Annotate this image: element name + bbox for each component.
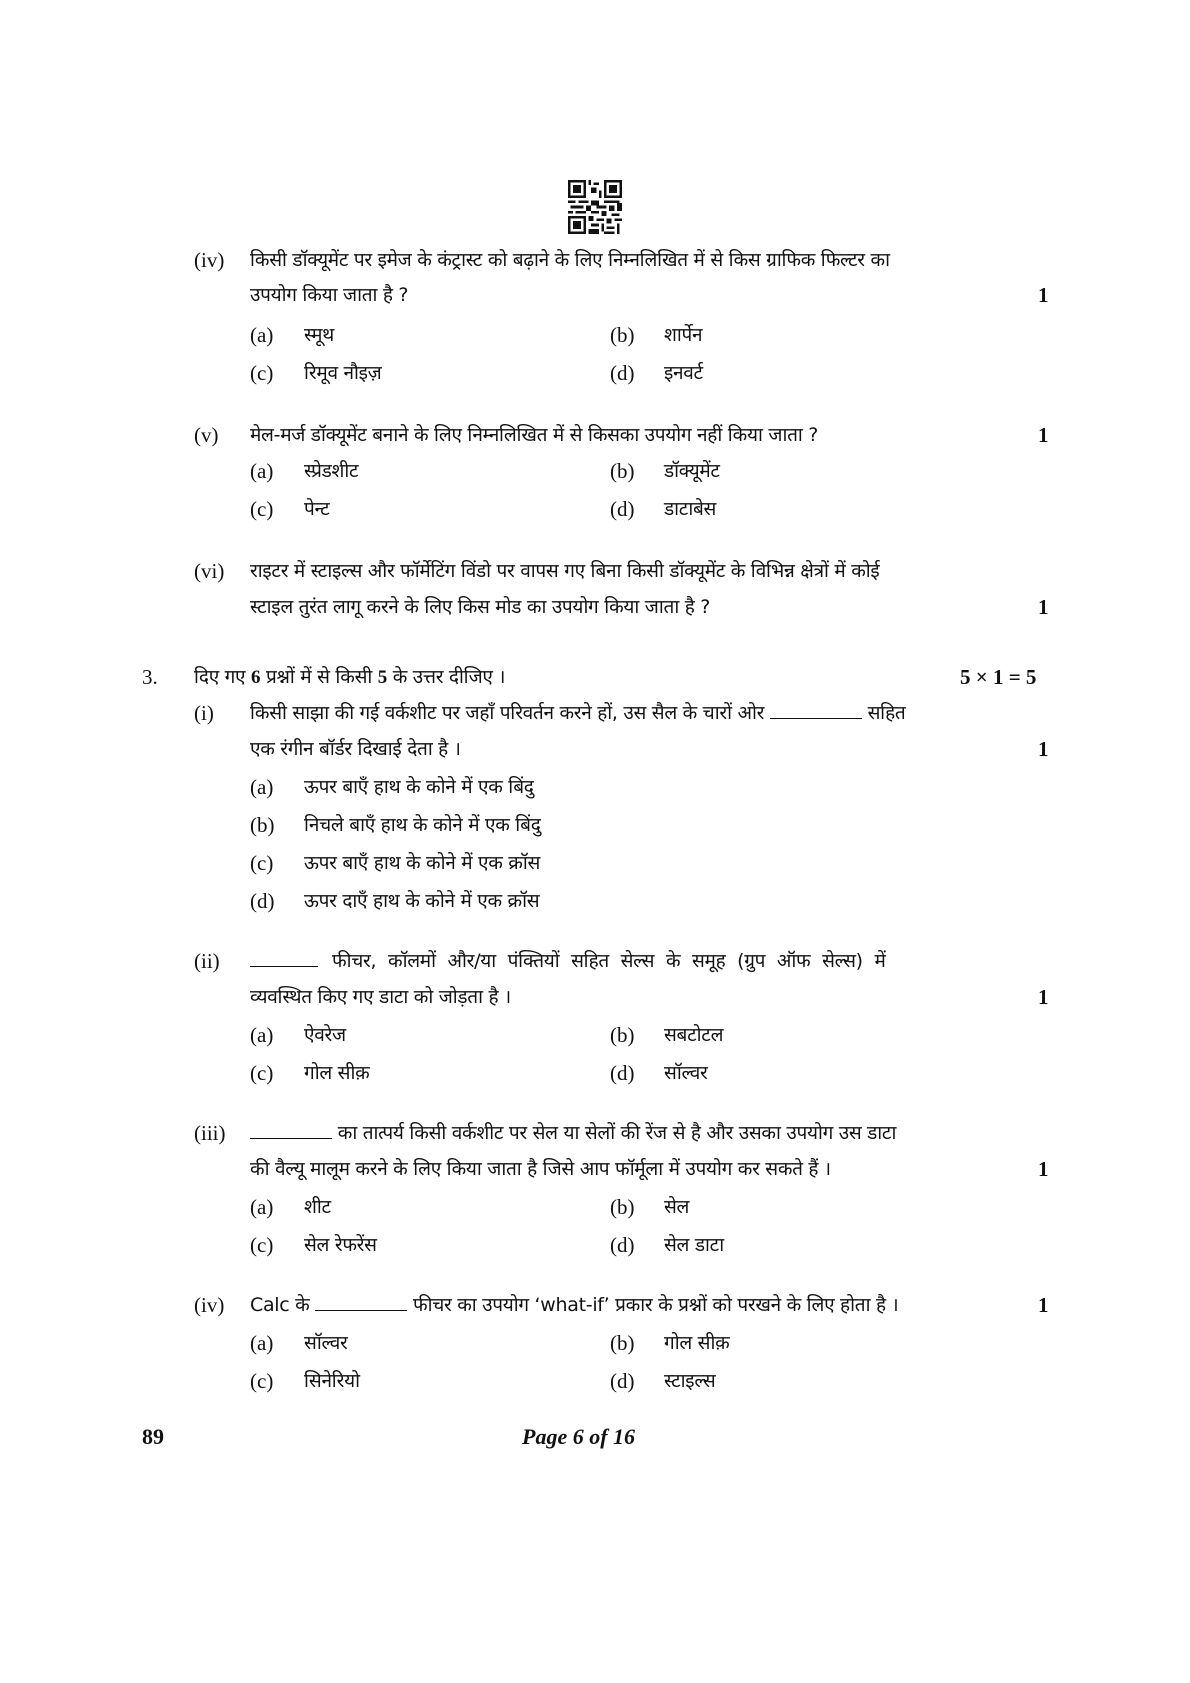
question-text: एक रंगीन बॉर्डर दिखाई देता है । xyxy=(250,738,461,760)
question-number: (v) xyxy=(194,423,219,447)
option-text: स्मूथ xyxy=(304,324,334,346)
option-text: स्टाइल्स xyxy=(664,1370,716,1392)
section-marks: 5 × 1 = 5 xyxy=(960,665,1037,689)
question-number: (ii) xyxy=(194,949,220,973)
option-text: सॉल्वर xyxy=(664,1062,708,1084)
option-label: (a) xyxy=(250,1331,274,1355)
paper-code: 89 xyxy=(142,1424,164,1449)
option-text: रिमूव नौइज़ xyxy=(304,362,382,384)
option-text: स्प्रेडशीट xyxy=(304,460,359,482)
option-label: (a) xyxy=(250,1023,274,1047)
question-marks: 1 xyxy=(1038,1293,1049,1317)
answer-blank xyxy=(250,1120,332,1139)
option-text: ऐवरेज xyxy=(304,1024,346,1046)
question-text xyxy=(250,1292,898,1318)
question-text: मेल-मर्ज डॉक्यूमेंट बनाने के लिए निम्नलिखित में से किसका उपयोग नहीं किया जाता ? xyxy=(250,424,819,446)
question-marks: 1 xyxy=(1038,985,1049,1009)
question-text xyxy=(250,1120,896,1146)
option-text: सॉल्वर xyxy=(304,1332,348,1354)
instruction-text: प्रश्नों में से किसी xyxy=(265,666,373,688)
section-instruction xyxy=(194,664,505,691)
option-label: (b) xyxy=(610,323,635,347)
option-label: (d) xyxy=(610,1369,635,1393)
option-label: (a) xyxy=(250,775,274,799)
question-text-part: का तात्पर्य किसी वर्कशीट पर सेल या सेलों की रेंज से है और उसका उपयोग उस डाटा xyxy=(337,1122,897,1144)
question-text-part: सहित xyxy=(867,702,906,724)
option-label: (c) xyxy=(250,851,274,875)
instruction-count: 5 xyxy=(377,667,387,688)
option-text: सबटोटल xyxy=(664,1024,724,1046)
question-text: किसी डॉक्यूमेंट पर इमेज के कंट्रास्ट को बढ़ाने के लिए निम्नलिखित में से किस ग्राफिक फिल्टर का xyxy=(250,249,890,271)
option-label: (c) xyxy=(250,1061,274,1085)
option-text: डाटाबेस xyxy=(664,498,717,520)
question-text: राइटर में स्टाइल्स और फॉर्मेटिंग विंडो पर वापस गए बिना किसी डॉक्यूमेंट के विभिन्न क्षेत्रों में कोई xyxy=(250,560,880,582)
option-label: (a) xyxy=(250,1195,274,1219)
question-text-part: किसी साझा की गई वर्कशीट पर जहाँ परिवर्तन करने हों, उस सैल के चारों ओर xyxy=(250,702,765,724)
qr-code-icon xyxy=(568,180,622,234)
answer-blank xyxy=(315,1292,407,1311)
option-label: (b) xyxy=(610,1195,635,1219)
instruction-text: दिए गए xyxy=(194,666,246,688)
instruction-count: 6 xyxy=(251,667,261,688)
option-label: (d) xyxy=(610,1061,635,1085)
question-marks: 1 xyxy=(1038,737,1049,761)
option-text: ऊपर बाएँ हाथ के कोने में एक क्रॉस xyxy=(304,852,541,874)
option-text: डॉक्यूमेंट xyxy=(664,460,720,482)
question-number: (vi) xyxy=(194,559,225,583)
option-label: (b) xyxy=(610,1331,635,1355)
question-marks: 1 xyxy=(1038,423,1049,447)
option-label: (b) xyxy=(250,813,275,837)
section-number: 3. xyxy=(142,665,158,689)
question-text: स्टाइल तुरंत लागू करने के लिए किस मोड का उपयोग किया जाता है ? xyxy=(250,596,711,618)
option-label: (b) xyxy=(610,1023,635,1047)
answer-blank xyxy=(250,948,318,967)
question-text-part: Calc के xyxy=(250,1294,310,1316)
option-label: (b) xyxy=(610,459,635,483)
question-text-part: फीचर का उपयोग ‘what-if’ प्रकार के प्रश्नों को परखने के लिए होता है । xyxy=(412,1294,899,1316)
question-number: (iii) xyxy=(194,1121,226,1145)
option-label: (d) xyxy=(610,361,635,385)
question-number: (i) xyxy=(194,701,214,725)
option-label: (c) xyxy=(250,497,274,521)
question-text-part: फीचर, कॉलमों और/या पंक्तियों सहित सेल्स के समूह (ग्रुप ऑफ सेल्स) में xyxy=(332,950,886,972)
question-marks: 1 xyxy=(1038,595,1049,619)
option-label: (c) xyxy=(250,361,274,385)
option-text: शार्पेन xyxy=(664,324,703,346)
option-label: (a) xyxy=(250,459,274,483)
option-text: निचले बाएँ हाथ के कोने में एक बिंदु xyxy=(304,814,541,836)
question-text xyxy=(250,700,905,726)
question-marks: 1 xyxy=(1038,283,1049,307)
page-number: Page 6 of 16 xyxy=(522,1424,636,1449)
option-text: सेल रेफरेंस xyxy=(304,1234,377,1256)
option-text: सेल xyxy=(664,1196,690,1218)
option-text: ऊपर दाएँ हाथ के कोने में एक क्रॉस xyxy=(304,890,540,912)
option-text: शीट xyxy=(304,1196,331,1218)
option-text: सिनेरियो xyxy=(304,1370,360,1392)
option-label: (c) xyxy=(250,1369,274,1393)
question-marks: 1 xyxy=(1038,1157,1049,1181)
option-text: पेन्ट xyxy=(304,498,330,520)
question-text: की वैल्यू मालूम करने के लिए किया जाता है जिसे आप फॉर्मूला में उपयोग कर सकते हैं । xyxy=(250,1158,831,1180)
question-number: (iv) xyxy=(194,248,225,272)
option-text: सेल डाटा xyxy=(664,1234,724,1256)
question-text: उपयोग किया जाता है ? xyxy=(250,284,409,306)
answer-blank xyxy=(770,700,862,719)
question-number: (iv) xyxy=(194,1293,225,1317)
option-text: गोल सीक़ xyxy=(304,1062,370,1084)
option-text: ऊपर बाएँ हाथ के कोने में एक बिंदु xyxy=(304,776,534,798)
option-label: (d) xyxy=(250,889,275,913)
option-text: इनवर्ट xyxy=(664,362,703,384)
question-text: व्यवस्थित किए गए डाटा को जोड़ता है । xyxy=(250,986,511,1008)
option-label: (d) xyxy=(610,497,635,521)
option-label: (d) xyxy=(610,1233,635,1257)
option-text: गोल सीक़ xyxy=(664,1332,730,1354)
option-label: (c) xyxy=(250,1233,274,1257)
question-text xyxy=(250,948,1004,974)
option-label: (a) xyxy=(250,323,274,347)
instruction-text: के उत्तर दीजिए । xyxy=(392,666,506,688)
